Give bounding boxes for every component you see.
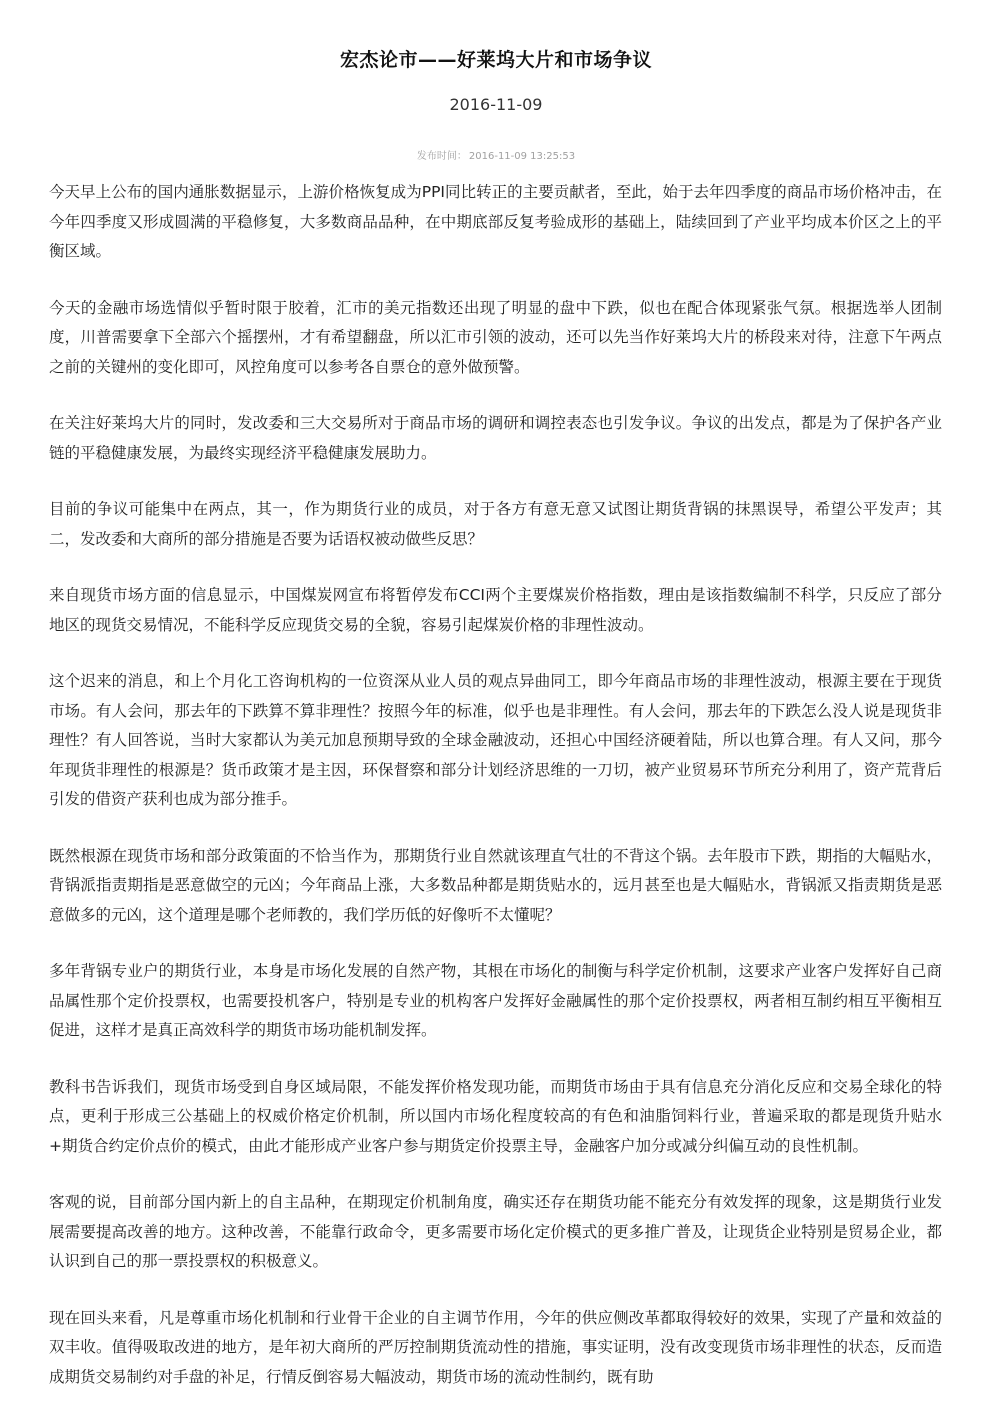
article-date: 2016-11-09 (449, 95, 543, 114)
paragraph: 今天早上公布的国内通胀数据显示，上游价格恢复成为PPI同比转正的主要贡献者，至此，始于去年四季度的商品市场价格冲击，在今年四季度又形成圆满的平稳修复，大多数商品品种，在中期底部反复考验成形的基础上，陆续回到了产业平均成本价区之上的平衡区域。 (49, 183, 942, 260)
paragraph: 这个迟来的消息，和上个月化工咨询机构的一位资深从业人员的观点异曲同工，即今年商品市场的非理性波动，根源主要在于现货市场。有人会问，那去年的下跌算不算非理性？按照今年的标准，似乎也是非理性。有人会问，那去年的下跌怎么没人说是现货非理性？有人回答说，当时大家都认为美元加息预期导致的全球金融波动，还担心中国经济硬着陆，所以也算合理。有人又问，那今年现货非理性的根源是？货币政策才是主因，环保督察和部分计划经济思维的一刀切，被产业贸易环节所充分利用了，资产荒背后引发的借资产获利也成为部分推手。 (49, 672, 942, 808)
paragraph: 现在回头来看，凡是尊重市场化机制和行业骨干企业的自主调节作用，今年的供应侧改革都取得较好的效果，实现了产量和效益的双丰收。值得吸取改进的地方，是年初大商所的严厉控制期货流动性的措施，事实证明，没有改变现货市场非理性的状态，反而造成期货交易制约对手盘的补足，行情反倒容易大幅波动，期货市场的流动性制约，既有助 (49, 1308, 942, 1386)
paragraph: 多年背锅专业户的期货行业，本身是市场化发展的自然产物，其根在市场化的制衡与科学定价机制，这要求产业客户发挥好自己商品属性那个定价投票权，也需要投机客户，特别是专业的机构客户发挥好金融属性的那个定价投票权，两者相互制约相互平衡相互促进，这样才是真正高效科学的期货市场功能机制发挥。 (49, 962, 942, 1039)
article-title: 宏杰论市——好莱坞大片和市场争议 (339, 49, 652, 71)
paragraph: 客观的说，目前部分国内新上的自主品种，在期现定价机制角度，确实还存在期货功能不能充分有效发挥的现象，这是期货行业发展需要提高改善的地方。这种改善，不能靠行政命令，更多需要市场化定价模式的更多推广普及，让现货企业特别是贸易企业，都认识到自己的那一票投票权的积极意义。 (49, 1193, 942, 1270)
paragraph: 目前的争议可能集中在两点，其一，作为期货行业的成员，对于各方有意无意又试图让期货背锅的抹黑误导，希望公平发声；其二，发改委和大商所的部分措施是否要为话语权被动做些反思？ (49, 500, 942, 548)
publish-time-label: 发布时间： (416, 151, 467, 162)
publish-time-value: 2016-11-09 13:25:53 (468, 151, 576, 162)
paragraph: 既然根源在现货市场和部分政策面的不恰当作为，那期货行业自然就该理直气壮的不背这个锅。去年股市下跌，期指的大幅贴水，背锅派指责期指是恶意做空的元凶；今年商品上涨，大多数品种都是期货贴水的，远月甚至也是大幅贴水，背锅派又指责期货是恶意做多的元凶，这个道理是哪个老师教的，我们学历低的好像听不太懂呢？ (49, 846, 942, 924)
paragraph: 教科书告诉我们，现货市场受到自身区域局限，不能发挥价格发现功能，而期货市场由于具有信息充分消化反应和交易全球化的特点，更利于形成三公基础上的权威价格定价机制，所以国内市场化程度较高的有色和油脂饲料行业，普遍采取的都是现货升贴水+期货合约定价点价的模式，由此才能形成产业客户参与期货定价投票主导，金融客户加分或减分纠偏互动的良性机制。 (49, 1077, 942, 1155)
publish-time-line (0, 150, 992, 164)
paragraph: 今天的金融市场选情似乎暂时限于胶着，汇市的美元指数还出现了明显的盘中下跌，似也在配合体现紧张气氛。根据选举人团制度，川普需要拿下全部六个摇摆州，才有希望翻盘，所以汇市引领的波动，还可以先当作好莱坞大片的桥段来对待，注意下午两点之前的关键州的变化即可，风控角度可以参考各自票仓的意外做预警。 (49, 298, 942, 376)
paragraph: 来自现货市场方面的信息显示，中国煤炭网宣布将暂停发布CCI两个主要煤炭价格指数，理由是该指数编制不科学，只反应了部分地区的现货交易情况，不能科学反应现货交易的全貌，容易引起煤炭价格的非理性波动。 (49, 586, 942, 634)
article-body (49, 178, 942, 1419)
paragraph: 在关注好莱坞大片的同时，发改委和三大交易所对于商品市场的调研和调控表态也引发争议。争议的出发点，都是为了保护各产业链的平稳健康发展，为最终实现经济平稳健康发展助力。 (49, 414, 942, 462)
